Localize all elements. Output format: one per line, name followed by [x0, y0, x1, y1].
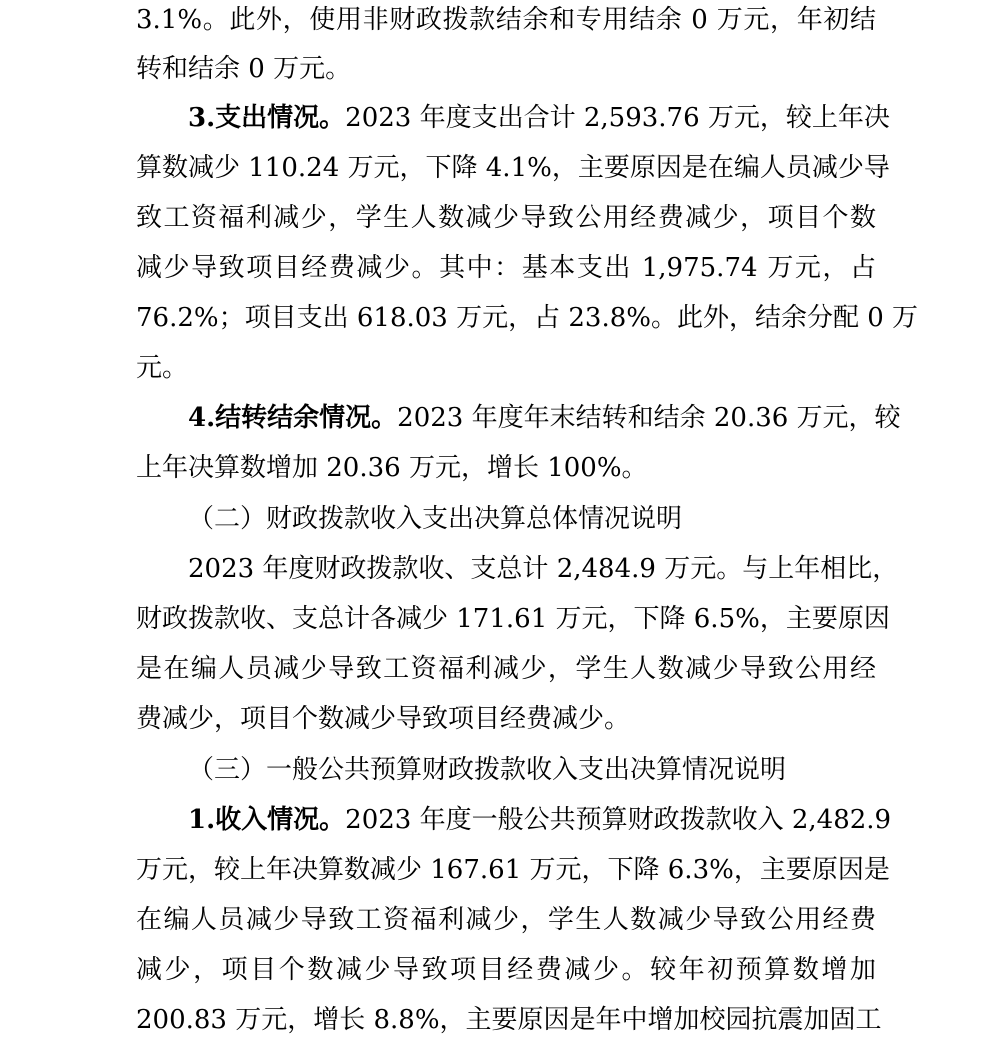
subsection-title: （二）财政拨款收入支出决算总体情况说明 [188, 504, 683, 534]
text-line: 2023 年度财政拨款收、支总计 2,484.9 万元。与上年相比， [188, 554, 899, 584]
text-line: 上年决算数增加 20.36 万元，增长 100%。 [136, 453, 648, 483]
paragraph-heading-line: 1.收入情况。2023 年度一般公共预算财政拨款收入 2,482.9 [188, 805, 892, 835]
text-line: 在编人员减少导致工资福利减少，学生人数减少导致公用经费 [136, 905, 876, 935]
text-line: 万元，较上年决算数减少 167.61 万元，下降 6.3%，主要原因是 [136, 855, 890, 885]
text-line: 元。 [136, 353, 189, 383]
paragraph-heading-line: 4.结转结余情况。2023 年度年末结转和结余 20.36 万元，较 [188, 403, 901, 433]
text-line: 算数减少 110.24 万元，下降 4.1%，主要原因是在编人员减少导 [136, 153, 890, 183]
text-line: 费减少，项目个数减少导致项目经费减少。 [136, 704, 631, 734]
text-line: 76.2%；项目支出 618.03 万元，占 23.8%。此外，结余分配 0 万 [136, 303, 919, 333]
paragraph-heading-line: 3.支出情况。2023 年度支出合计 2,593.76 万元，较上年决 [188, 103, 890, 133]
text-line: 转和结余 0 万元。 [136, 54, 352, 84]
section-heading: 3.支出情况。 [188, 103, 346, 133]
text-line: 财政拨款收、支总计各减少 171.61 万元，下降 6.5%，主要原因 [136, 604, 890, 634]
text-line: 减少导致项目经费减少。其中：基本支出 1,975.74 万元，占 [136, 253, 876, 283]
text-line: 是在编人员减少导致工资福利减少，学生人数减少导致公用经 [136, 654, 876, 684]
text-line: 致工资福利减少，学生人数减少导致公用经费减少，项目个数 [136, 203, 876, 233]
section-heading: 1.收入情况。 [188, 805, 346, 835]
section-heading: 4.结转结余情况。 [188, 403, 398, 433]
text-line: 3.1%。此外，使用非财政拨款结余和专用结余 0 万元，年初结 [136, 5, 876, 35]
text-line: 200.83 万元，增长 8.8%，主要原因是年中增加校园抗震加固工 [136, 1005, 882, 1035]
text-line: 减少，项目个数减少导致项目经费减少。较年初预算数增加 [136, 955, 876, 985]
subsection-title: （三）一般公共预算财政拨款收入支出决算情况说明 [188, 755, 787, 785]
